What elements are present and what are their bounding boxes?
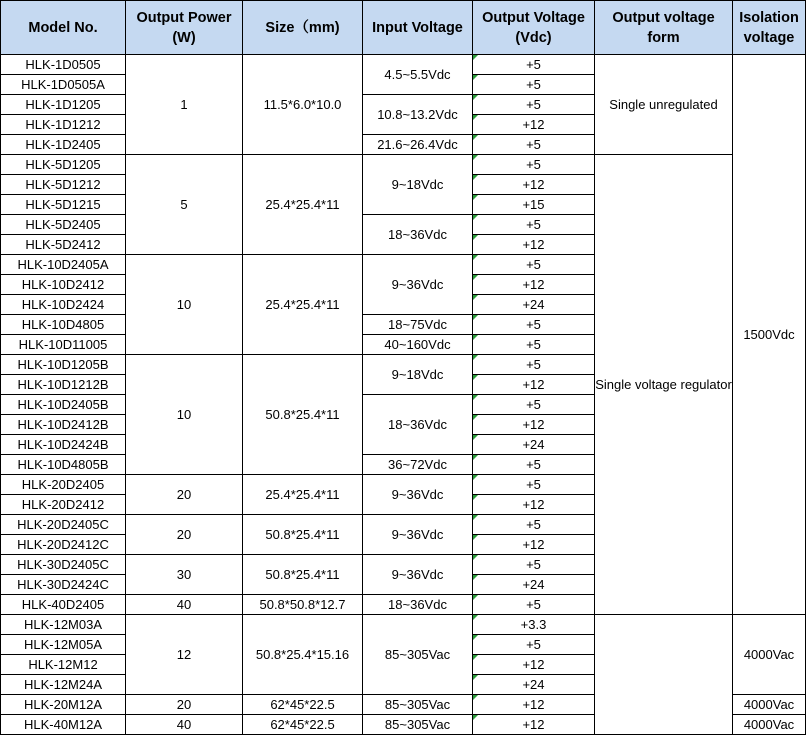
- output-cell: +12: [473, 655, 595, 675]
- output-cell: +24: [473, 675, 595, 695]
- output-cell: +5: [473, 395, 595, 415]
- header-output-form: Output voltage form: [595, 1, 733, 55]
- output-cell: +5: [473, 515, 595, 535]
- input-cell: 9~36Vdc: [363, 515, 473, 555]
- power-cell: 40: [126, 595, 243, 615]
- output-cell: +5: [473, 555, 595, 575]
- output-cell: +12: [473, 495, 595, 515]
- input-cell: 18~75Vdc: [363, 315, 473, 335]
- output-cell: +12: [473, 415, 595, 435]
- table-row: [1, 615, 806, 635]
- model-cell: HLK-5D2405: [1, 215, 126, 235]
- model-cell: HLK-10D2424: [1, 295, 126, 315]
- model-cell: HLK-12M12: [1, 655, 126, 675]
- model-cell: HLK-1D2405: [1, 135, 126, 155]
- form-cell: Single voltage regulator: [595, 155, 733, 615]
- header-output-power: Output Power (W): [126, 1, 243, 55]
- power-cell: 40: [126, 715, 243, 735]
- input-cell: 18~36Vdc: [363, 395, 473, 455]
- size-cell: 62*45*22.5: [243, 695, 363, 715]
- input-cell: 9~36Vdc: [363, 255, 473, 315]
- model-cell: HLK-5D2412: [1, 235, 126, 255]
- power-cell: 5: [126, 155, 243, 255]
- header-isolation: Isolation voltage: [733, 1, 806, 55]
- output-cell: +12: [473, 375, 595, 395]
- output-cell: +5: [473, 255, 595, 275]
- power-cell: 20: [126, 695, 243, 715]
- output-cell: +5: [473, 455, 595, 475]
- output-cell: +12: [473, 535, 595, 555]
- input-cell: 4.5~5.5Vdc: [363, 55, 473, 95]
- input-cell: 85~305Vac: [363, 695, 473, 715]
- header-model: Model No.: [1, 1, 126, 55]
- output-cell: +12: [473, 115, 595, 135]
- model-cell: HLK-10D2405B: [1, 395, 126, 415]
- power-cell: 10: [126, 355, 243, 475]
- size-cell: 50.8*25.4*15.16: [243, 615, 363, 695]
- model-cell: HLK-20D2412C: [1, 535, 126, 555]
- power-cell: 20: [126, 475, 243, 515]
- input-cell: 9~18Vdc: [363, 155, 473, 215]
- header-input-voltage: Input Voltage: [363, 1, 473, 55]
- size-cell: 50.8*50.8*12.7: [243, 595, 363, 615]
- output-cell: +5: [473, 355, 595, 375]
- power-cell: 1: [126, 55, 243, 155]
- model-cell: HLK-40M12A: [1, 715, 126, 735]
- model-cell: HLK-10D2405A: [1, 255, 126, 275]
- table-row: [1, 155, 806, 175]
- model-cell: HLK-10D4805B: [1, 455, 126, 475]
- model-cell: HLK-1D0505A: [1, 75, 126, 95]
- input-cell: 18~36Vdc: [363, 595, 473, 615]
- model-cell: HLK-5D1212: [1, 175, 126, 195]
- output-cell: +5: [473, 55, 595, 75]
- input-cell: 9~36Vdc: [363, 555, 473, 595]
- model-cell: HLK-20D2412: [1, 495, 126, 515]
- size-cell: 50.8*25.4*11: [243, 355, 363, 475]
- output-cell: +24: [473, 295, 595, 315]
- model-cell: HLK-12M05A: [1, 635, 126, 655]
- power-cell: 20: [126, 515, 243, 555]
- output-cell: +3.3: [473, 615, 595, 635]
- input-cell: 36~72Vdc: [363, 455, 473, 475]
- input-cell: 21.6~26.4Vdc: [363, 135, 473, 155]
- power-cell: 30: [126, 555, 243, 595]
- model-cell: HLK-40D2405: [1, 595, 126, 615]
- isolation-cell: 1500Vdc: [733, 55, 806, 615]
- output-cell: +5: [473, 75, 595, 95]
- model-cell: HLK-12M03A: [1, 615, 126, 635]
- output-cell: +12: [473, 235, 595, 255]
- model-cell: HLK-10D1212B: [1, 375, 126, 395]
- form-cell: Single unregulated: [595, 55, 733, 155]
- input-cell: 85~305Vac: [363, 615, 473, 695]
- table-row: [1, 55, 806, 75]
- size-cell: 25.4*25.4*11: [243, 475, 363, 515]
- power-cell: 12: [126, 615, 243, 695]
- input-cell: 85~305Vac: [363, 715, 473, 735]
- size-cell: 50.8*25.4*11: [243, 515, 363, 555]
- model-cell: HLK-10D4805: [1, 315, 126, 335]
- model-cell: HLK-5D1215: [1, 195, 126, 215]
- model-cell: HLK-5D1205: [1, 155, 126, 175]
- output-cell: +5: [473, 215, 595, 235]
- header-size: Size（mm): [243, 1, 363, 55]
- size-cell: 11.5*6.0*10.0: [243, 55, 363, 155]
- input-cell: 18~36Vdc: [363, 215, 473, 255]
- output-cell: +5: [473, 635, 595, 655]
- input-cell: 9~18Vdc: [363, 355, 473, 395]
- header-row: [1, 1, 806, 55]
- isolation-cell: 4000Vac: [733, 715, 806, 735]
- output-cell: +12: [473, 175, 595, 195]
- model-cell: HLK-1D0505: [1, 55, 126, 75]
- size-cell: 25.4*25.4*11: [243, 255, 363, 355]
- size-cell: 62*45*22.5: [243, 715, 363, 735]
- model-cell: HLK-10D2424B: [1, 435, 126, 455]
- model-cell: HLK-12M24A: [1, 675, 126, 695]
- input-cell: 40~160Vdc: [363, 335, 473, 355]
- isolation-cell: 4000Vac: [733, 695, 806, 715]
- output-cell: +5: [473, 595, 595, 615]
- output-cell: +5: [473, 335, 595, 355]
- power-cell: 10: [126, 255, 243, 355]
- model-cell: HLK-10D2412B: [1, 415, 126, 435]
- model-cell: HLK-20D2405: [1, 475, 126, 495]
- output-cell: +24: [473, 435, 595, 455]
- model-cell: HLK-30D2405C: [1, 555, 126, 575]
- form-cell-blank: [595, 615, 733, 735]
- output-cell: +15: [473, 195, 595, 215]
- model-cell: HLK-1D1205: [1, 95, 126, 115]
- output-cell: +12: [473, 715, 595, 735]
- model-cell: HLK-10D1205B: [1, 355, 126, 375]
- output-cell: +12: [473, 275, 595, 295]
- output-cell: +5: [473, 315, 595, 335]
- output-cell: +24: [473, 575, 595, 595]
- input-cell: 9~36Vdc: [363, 475, 473, 515]
- model-cell: HLK-1D1212: [1, 115, 126, 135]
- model-cell: HLK-20D2405C: [1, 515, 126, 535]
- isolation-cell: 4000Vac: [733, 615, 806, 695]
- input-cell: 10.8~13.2Vdc: [363, 95, 473, 135]
- output-cell: +5: [473, 95, 595, 115]
- output-cell: +5: [473, 155, 595, 175]
- output-cell: +12: [473, 695, 595, 715]
- model-cell: HLK-20M12A: [1, 695, 126, 715]
- header-output-voltage: Output Voltage (Vdc): [473, 1, 595, 55]
- output-cell: +5: [473, 135, 595, 155]
- model-cell: HLK-10D11005: [1, 335, 126, 355]
- size-cell: 25.4*25.4*11: [243, 155, 363, 255]
- model-cell: HLK-10D2412: [1, 275, 126, 295]
- output-cell: +5: [473, 475, 595, 495]
- model-cell: HLK-30D2424C: [1, 575, 126, 595]
- size-cell: 50.8*25.4*11: [243, 555, 363, 595]
